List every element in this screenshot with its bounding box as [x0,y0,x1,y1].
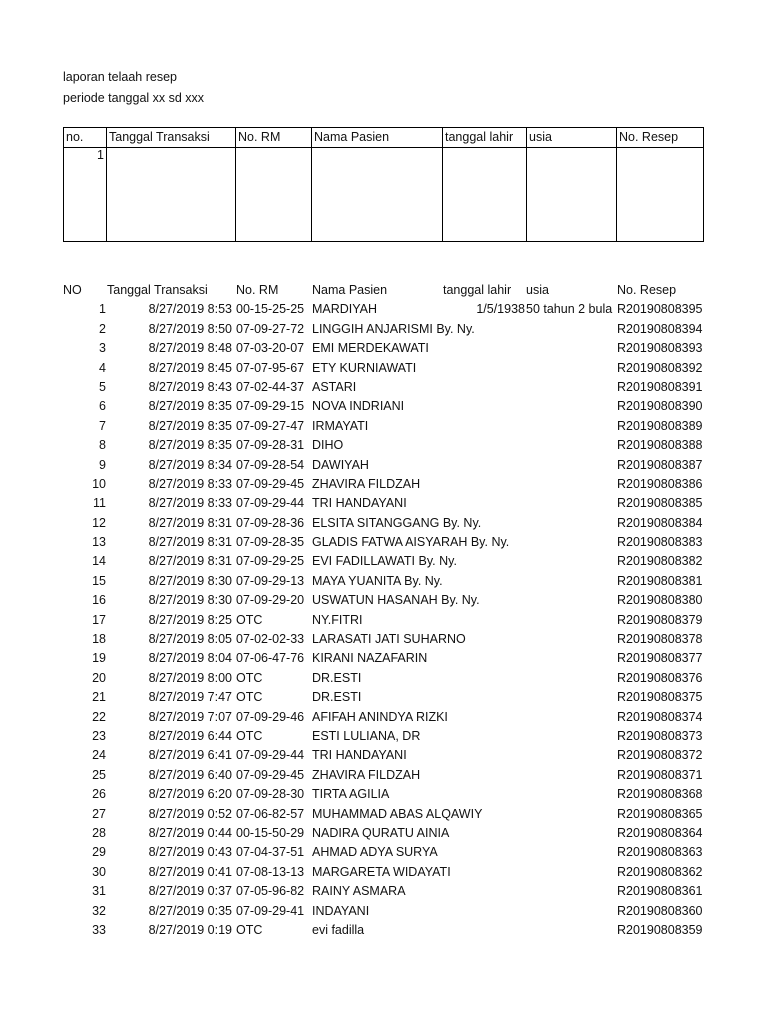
cell-no-rm: 00-15-25-25 [236,302,305,317]
cell-nama-pasien: DIHO [312,438,344,453]
cell-no-rm: 07-09-27-72 [236,321,305,336]
table-row [63,630,703,649]
cell-no-resep: R20190808362 [617,864,703,879]
list-header-no: NO [63,283,82,297]
cell-no: 2 [99,321,106,336]
cell-nama-pasien: ELSITA SITANGGANG By. Ny. [312,515,482,530]
cell-nama-pasien: ESTI LULIANA, DR [312,728,421,743]
header-tanggal-transaksi: Tanggal Transaksi [107,128,236,148]
cell-tanggal-transaksi: 8/27/2019 8:48 [148,341,232,356]
cell-no-rm: 07-09-29-15 [236,399,305,414]
cell-no: 11 [93,496,106,511]
cell-no-rm: 07-06-47-76 [236,651,305,666]
cell-no: 1 [99,302,106,317]
cell-nama-pasien: LARASATI JATI SUHARNO [312,632,466,647]
list-header-usia: usia [526,283,549,297]
cell-no-resep: R20190808384 [617,515,703,530]
cell-nama-pasien: TRI HANDAYANI [312,496,407,511]
cell-nama-pasien: INDAYANI [312,903,370,918]
table-row [63,882,703,901]
table-row [63,649,703,668]
cell-no-resep: R20190808360 [617,903,703,918]
cell-no-rm: 07-09-29-45 [236,767,305,782]
cell-no-rm: OTC [236,670,263,685]
table-row [63,417,703,436]
cell-no-resep: R20190808375 [617,690,703,705]
cell-tanggal-transaksi: 8/27/2019 6:44 [148,728,232,743]
cell-no-resep: R20190808381 [617,573,703,588]
cell-nama-pasien: MARGARETA WIDAYATI [312,864,451,879]
cell-tanggal-transaksi: 8/27/2019 6:41 [148,748,232,763]
cell-tanggal-transaksi: 8/27/2019 8:35 [148,399,232,414]
table-row [63,591,703,610]
cell-tanggal-transaksi: 8/27/2019 8:31 [148,554,232,569]
cell-no: 4 [99,360,106,375]
list-header-nama-pasien: Nama Pasien [312,283,388,297]
cell-nama-pasien: DR.ESTI [312,690,362,705]
table-row [63,805,703,824]
cell-no-resep: R20190808378 [617,632,703,647]
cell-nama-pasien: TIRTA AGILIA [312,787,390,802]
cell-tanggal-transaksi: 8/27/2019 0:44 [148,825,232,840]
cell-no-rm: OTC [236,612,263,627]
cell-nama-pasien: KIRANI NAZAFARIN [312,651,428,666]
cell-no-resep: R20190808393 [617,341,703,356]
table-row [63,785,703,804]
cell-no: 10 [92,476,106,491]
cell-no-rm: 07-02-44-37 [236,379,305,394]
cell-no-resep: R20190808380 [617,593,703,608]
cell-tanggal-transaksi: 8/27/2019 7:47 [148,690,232,705]
template-cell-no: 1 [64,148,107,242]
cell-no: 30 [92,864,106,879]
cell-tanggal-lahir: 1/5/1938 [476,302,525,317]
cell-tanggal-transaksi: 8/27/2019 6:40 [148,767,232,782]
cell-no-rm: 00-15-50-29 [236,825,305,840]
cell-nama-pasien: NADIRA QURATU AINIA [312,825,450,840]
cell-tanggal-transaksi: 8/27/2019 0:35 [148,903,232,918]
cell-no: 26 [92,787,106,802]
header-no-resep: No. Resep [617,128,704,148]
cell-no-rm: 07-09-28-31 [236,438,305,453]
cell-nama-pasien: DR.ESTI [312,670,362,685]
cell-tanggal-transaksi: 8/27/2019 8:04 [148,651,232,666]
cell-nama-pasien: TRI HANDAYANI [312,748,407,763]
cell-no: 7 [99,418,106,433]
cell-nama-pasien: ZHAVIRA FILDZAH [312,476,421,491]
cell-tanggal-transaksi: 8/27/2019 6:20 [148,787,232,802]
cell-no-resep: R20190808363 [617,845,703,860]
cell-tanggal-transaksi: 8/27/2019 0:19 [148,922,232,937]
cell-nama-pasien: ETY KURNIAWATI [312,360,417,375]
cell-no: 28 [92,825,106,840]
list-header-no-rm: No. RM [236,283,279,297]
cell-no-rm: 07-02-02-33 [236,632,305,647]
cell-no: 27 [92,806,106,821]
cell-no: 13 [92,535,106,550]
table-row [63,494,703,513]
cell-no: 22 [92,709,106,724]
cell-no-rm: 07-08-13-13 [236,864,305,879]
cell-no-rm: 07-09-28-30 [236,787,305,802]
cell-no-resep: R20190808376 [617,670,703,685]
cell-tanggal-transaksi: 8/27/2019 0:41 [148,864,232,879]
cell-no-resep: R20190808395 [617,302,703,317]
cell-nama-pasien: AFIFAH ANINDYA RIZKI [312,709,448,724]
cell-no: 31 [92,884,106,899]
prescription-list [63,281,703,940]
cell-no-rm: 07-03-20-07 [236,341,305,356]
table-row [63,378,703,397]
table-row [63,824,703,843]
header-no: no. [64,128,107,148]
table-row [63,727,703,746]
cell-tanggal-transaksi: 8/27/2019 8:25 [148,612,232,627]
cell-nama-pasien: EVI FADILLAWATI By. Ny. [312,554,457,569]
cell-tanggal-transaksi: 8/27/2019 8:43 [148,379,232,394]
cell-no-rm: 07-09-27-47 [236,418,305,433]
header-no-rm: No. RM [236,128,312,148]
cell-no-rm: 07-09-29-41 [236,903,305,918]
cell-no-rm: 07-09-28-35 [236,535,305,550]
cell-no-rm: OTC [236,728,263,743]
cell-no-resep: R20190808372 [617,748,703,763]
report-title: laporan telaah resep [63,70,177,84]
template-cell [527,148,617,242]
cell-no-resep: R20190808359 [617,922,703,937]
cell-no-resep: R20190808391 [617,379,703,394]
cell-no-resep: R20190808386 [617,476,703,491]
cell-nama-pasien: GLADIS FATWA AISYARAH By. Ny. [312,535,510,550]
table-row [63,359,703,378]
template-cell [443,148,527,242]
cell-nama-pasien: ASTARI [312,379,357,394]
list-header-no-resep: No. Resep [617,283,677,297]
template-table-body-row [64,148,704,242]
cell-no-resep: R20190808383 [617,535,703,550]
cell-no-rm: 07-09-29-13 [236,573,305,588]
cell-nama-pasien: MAYA YUANITA By. Ny. [312,573,443,588]
cell-no: 14 [92,554,106,569]
cell-no-rm: 07-09-29-45 [236,476,305,491]
cell-no: 24 [92,748,106,763]
cell-nama-pasien: NY.FITRI [312,612,363,627]
cell-no-rm: 07-09-28-54 [236,457,305,472]
list-header-tanggal-lahir: tanggal lahir [443,283,512,297]
cell-no: 32 [92,903,106,918]
cell-no-resep: R20190808377 [617,651,703,666]
cell-tanggal-transaksi: 8/27/2019 7:07 [148,709,232,724]
table-row [63,611,703,630]
table-row [63,921,703,940]
table-row [63,688,703,707]
cell-nama-pasien: evi fadilla [312,922,365,937]
cell-no: 6 [99,399,106,414]
table-row [63,320,703,339]
cell-no: 33 [92,922,106,937]
cell-no: 21 [92,690,106,705]
cell-tanggal-transaksi: 8/27/2019 8:35 [148,418,232,433]
cell-no: 16 [92,593,106,608]
template-cell [107,148,236,242]
cell-no-rm: 07-05-96-82 [236,884,305,899]
table-row [63,475,703,494]
cell-no-rm: 07-06-82-57 [236,806,305,821]
table-row [63,766,703,785]
cell-no-resep: R20190808373 [617,728,703,743]
table-row [63,456,703,475]
template-table-header [64,128,704,148]
cell-nama-pasien: NOVA INDRIANI [312,399,405,414]
header-nama-pasien: Nama Pasien [312,128,443,148]
cell-no-rm: 07-09-29-44 [236,748,305,763]
cell-no-resep: R20190808382 [617,554,703,569]
cell-nama-pasien: MARDIYAH [312,302,378,317]
template-cell [617,148,704,242]
header-usia: usia [527,128,617,148]
cell-nama-pasien: EMI MERDEKAWATI [312,341,429,356]
table-row [63,533,703,552]
cell-tanggal-transaksi: 8/27/2019 8:35 [148,438,232,453]
cell-tanggal-transaksi: 8/27/2019 8:05 [148,632,232,647]
cell-tanggal-transaksi: 8/27/2019 8:31 [148,535,232,550]
cell-tanggal-transaksi: 8/27/2019 8:30 [148,593,232,608]
cell-no: 3 [99,341,106,356]
table-row [63,746,703,765]
cell-no-resep: R20190808385 [617,496,703,511]
cell-no: 25 [92,767,106,782]
cell-tanggal-transaksi: 8/27/2019 0:43 [148,845,232,860]
cell-no-rm: 07-09-29-20 [236,593,305,608]
template-cell [312,148,443,242]
table-row [63,843,703,862]
table-row [63,572,703,591]
cell-tanggal-transaksi: 8/27/2019 8:33 [148,476,232,491]
cell-no: 9 [99,457,106,472]
cell-tanggal-transaksi: 8/27/2019 8:33 [148,496,232,511]
template-table [63,127,704,242]
list-header-tanggal-transaksi: Tanggal Transaksi [107,283,208,297]
table-row [63,397,703,416]
cell-nama-pasien: USWATUN HASANAH By. Ny. [312,593,480,608]
cell-tanggal-transaksi: 8/27/2019 8:45 [148,360,232,375]
cell-no-resep: R20190808361 [617,884,703,899]
cell-no-rm: 07-09-29-44 [236,496,305,511]
cell-nama-pasien: DAWIYAH [312,457,369,472]
table-row [63,669,703,688]
cell-tanggal-transaksi: 8/27/2019 8:50 [148,321,232,336]
cell-no-rm: 07-09-29-25 [236,554,305,569]
table-row [63,708,703,727]
header-tanggal-lahir: tanggal lahir [443,128,527,148]
cell-no: 18 [92,632,106,647]
cell-no-resep: R20190808364 [617,825,703,840]
table-row [63,902,703,921]
cell-no: 8 [99,438,106,453]
cell-no-resep: R20190808390 [617,399,703,414]
report-period: periode tanggal xx sd xxx [63,91,205,105]
cell-no-resep: R20190808389 [617,418,703,433]
cell-tanggal-transaksi: 8/27/2019 8:31 [148,515,232,530]
cell-tanggal-transaksi: 8/27/2019 8:00 [148,670,232,685]
cell-no-resep: R20190808371 [617,767,703,782]
table-row [63,514,703,533]
cell-no: 20 [92,670,106,685]
cell-tanggal-transaksi: 8/27/2019 0:37 [148,884,232,899]
cell-no: 23 [92,728,106,743]
cell-tanggal-transaksi: 8/27/2019 8:30 [148,573,232,588]
cell-nama-pasien: AHMAD ADYA SURYA [312,845,438,860]
cell-no: 17 [92,612,106,627]
cell-no-rm: 07-09-29-46 [236,709,305,724]
cell-tanggal-transaksi: 8/27/2019 8:34 [148,457,232,472]
cell-no: 29 [92,845,106,860]
cell-no-resep: R20190808374 [617,709,703,724]
cell-no-rm: OTC [236,922,263,937]
cell-nama-pasien: IRMAYATI [312,418,369,433]
table-row [63,436,703,455]
cell-no-resep: R20190808394 [617,321,703,336]
table-row [63,300,703,319]
cell-no-resep: R20190808368 [617,787,703,802]
table-row [63,339,703,358]
cell-no-rm: OTC [236,690,263,705]
table-row [63,863,703,882]
cell-no: 5 [99,379,106,394]
cell-no-rm: 07-07-95-67 [236,360,305,375]
cell-no-resep: R20190808379 [617,612,703,627]
cell-nama-pasien: MUHAMMAD ABAS ALQAWIY [312,806,483,821]
cell-no-rm: 07-09-28-36 [236,515,305,530]
cell-no-resep: R20190808387 [617,457,703,472]
cell-no: 19 [92,651,106,666]
cell-no: 15 [92,573,106,588]
cell-no: 12 [92,515,106,530]
template-cell [236,148,312,242]
cell-no-resep: R20190808365 [617,806,703,821]
list-header-row [63,281,703,300]
cell-usia: 50 tahun 2 bula [526,302,613,317]
cell-no-resep: R20190808388 [617,438,703,453]
cell-nama-pasien: ZHAVIRA FILDZAH [312,767,421,782]
cell-tanggal-transaksi: 8/27/2019 8:53 [148,302,232,317]
table-row [63,552,703,571]
cell-tanggal-transaksi: 8/27/2019 0:52 [148,806,232,821]
cell-nama-pasien: RAINY ASMARA [312,884,406,899]
cell-no-rm: 07-04-37-51 [236,845,305,860]
cell-no-resep: R20190808392 [617,360,703,375]
cell-nama-pasien: LINGGIH ANJARISMI By. Ny. [312,321,475,336]
